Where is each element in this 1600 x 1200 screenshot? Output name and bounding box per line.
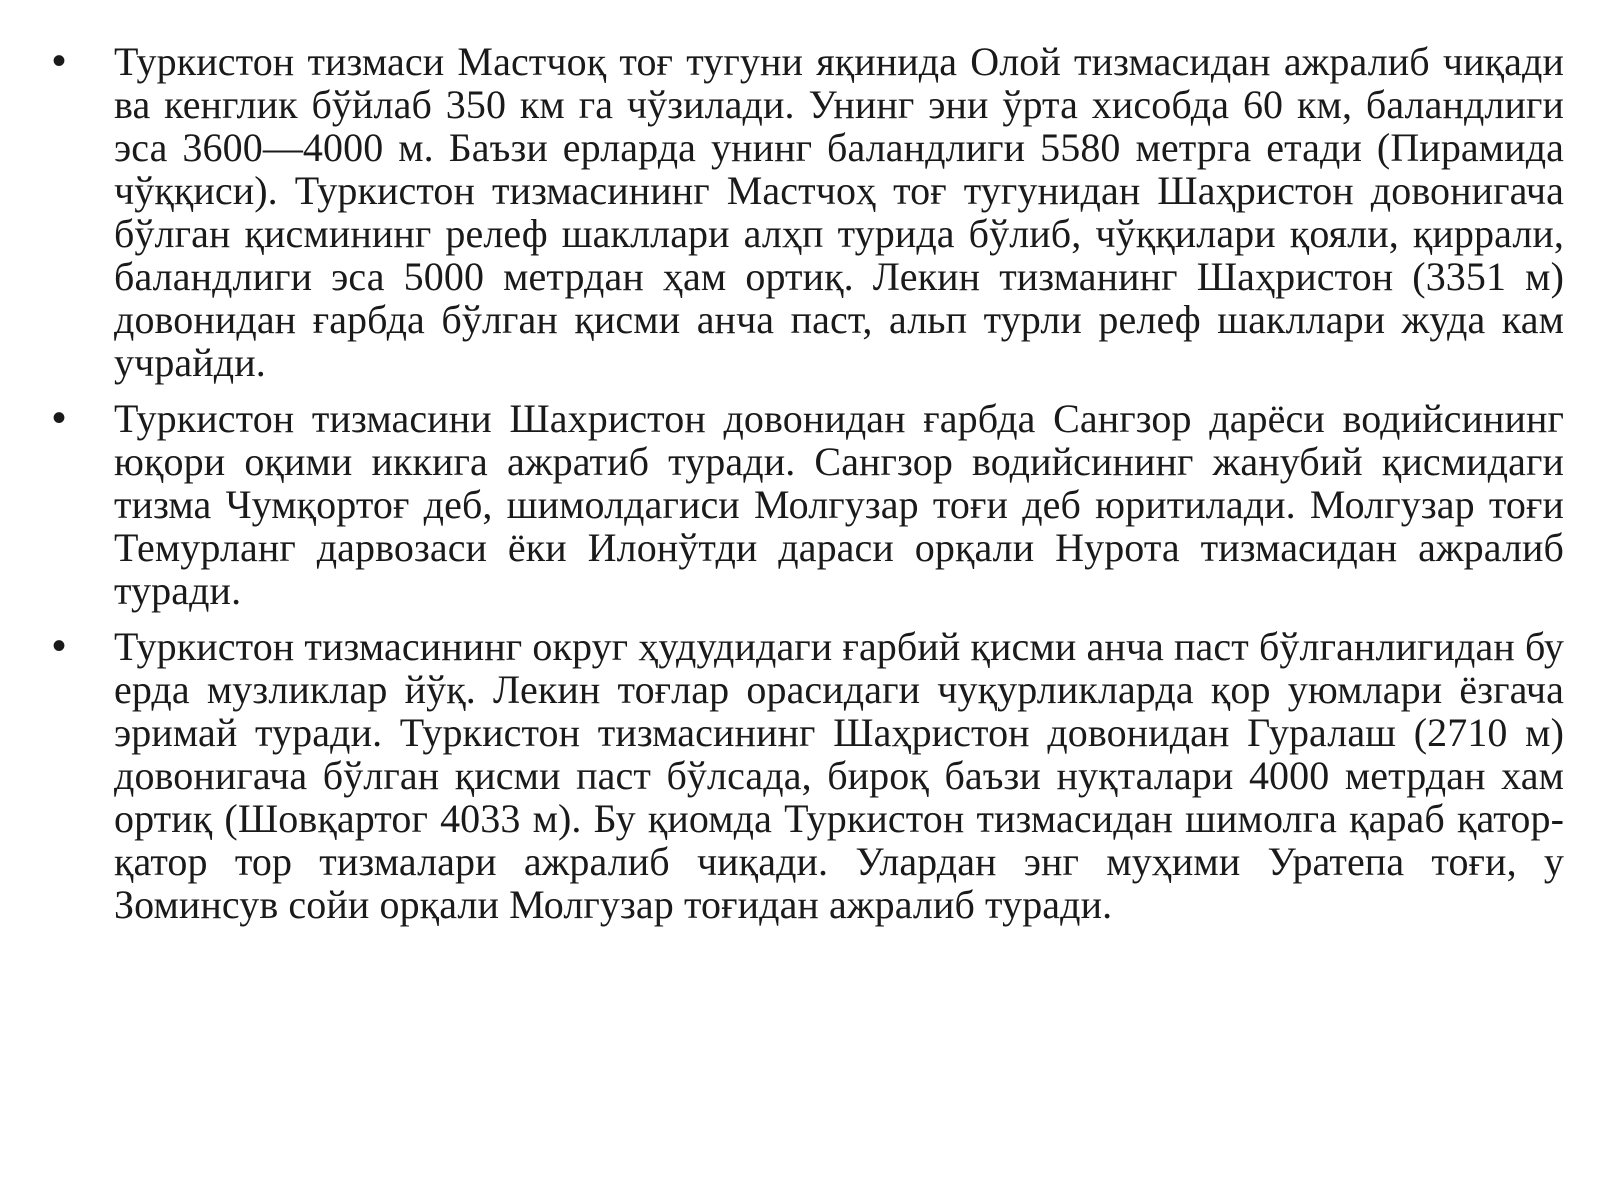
paragraph-text: Туркистон тизмасини Шахристон довонидан ғарбда Сангзор дарёси водийсининг юқори оқими иккига ажратиб туради. Сангзор водийсининг жанубий қисмидаги тизма Чумқортоғ деб, шимолдагиси Молгузар тоғи деб юритилади. Молгузар тоғи Темурланг дарвозаси ёки Илонўтди дараси орқали Нурота тизмасидан ажралиб туради. (114, 396, 1564, 613)
bullet-dot-icon: • (52, 624, 67, 668)
bullet-dot-icon: • (52, 39, 67, 83)
bullet-paragraph-3 (52, 625, 1564, 926)
paragraph-text: Туркистон тизмасининг округ ҳудудидаги ғарбий қисми анча паст бўлганлигидан бу ерда музликлар йўқ. Лекин тоғлар орасидаги чуқурликларда қор уюмлари ёзгача эримай туради. Туркистон тизмасининг Шаҳристон довонидан Гуралаш (2710 м) довонигача бўлган қисми паст бўлсада, бироқ баъзи нуқталари 4000 метрдан хам ортиқ (Шовқартог 4033 м). Бу қиомда Туркистон тизмасидан шимолга қараб қатор-қатор тор тизмалари ажралиб чиқади. Улардан энг муҳими Уратепа тоғи, у Зоминсув сойи орқали Молгузар тоғидан ажралиб туради. (114, 624, 1564, 927)
bullet-paragraph-2 (52, 397, 1564, 612)
bullet-dot-icon: • (52, 396, 67, 440)
bullet-paragraph-1 (52, 40, 1564, 384)
paragraph-text: Туркистон тизмаси Мастчоқ тоғ тугуни яқинида Олой тизмасидан ажралиб чиқади ва кенглик бўйлаб 350 км га чўзилади. Унинг эни ўрта хисобда 60 км, баландлиги эса 3600—4000 м. Баъзи ерларда унинг баландлиги 5580 метрга етади (Пирамида чўққиси). Туркистон тизмасининг Мастчоҳ тоғ тугунидан Шаҳристон довонигача бўлган қисмининг релеф шакллари алҳп турида бўлиб, чўққилари қояли, қиррали, баландлиги эса 5000 метрдан ҳам ортиқ. Лекин тизманинг Шаҳристон (3351 м) довонидан ғарбда бўлган қисми анча паст, альп турли релеф шакллари жуда кам учрайди. (114, 39, 1564, 385)
bullet-list (52, 40, 1564, 939)
